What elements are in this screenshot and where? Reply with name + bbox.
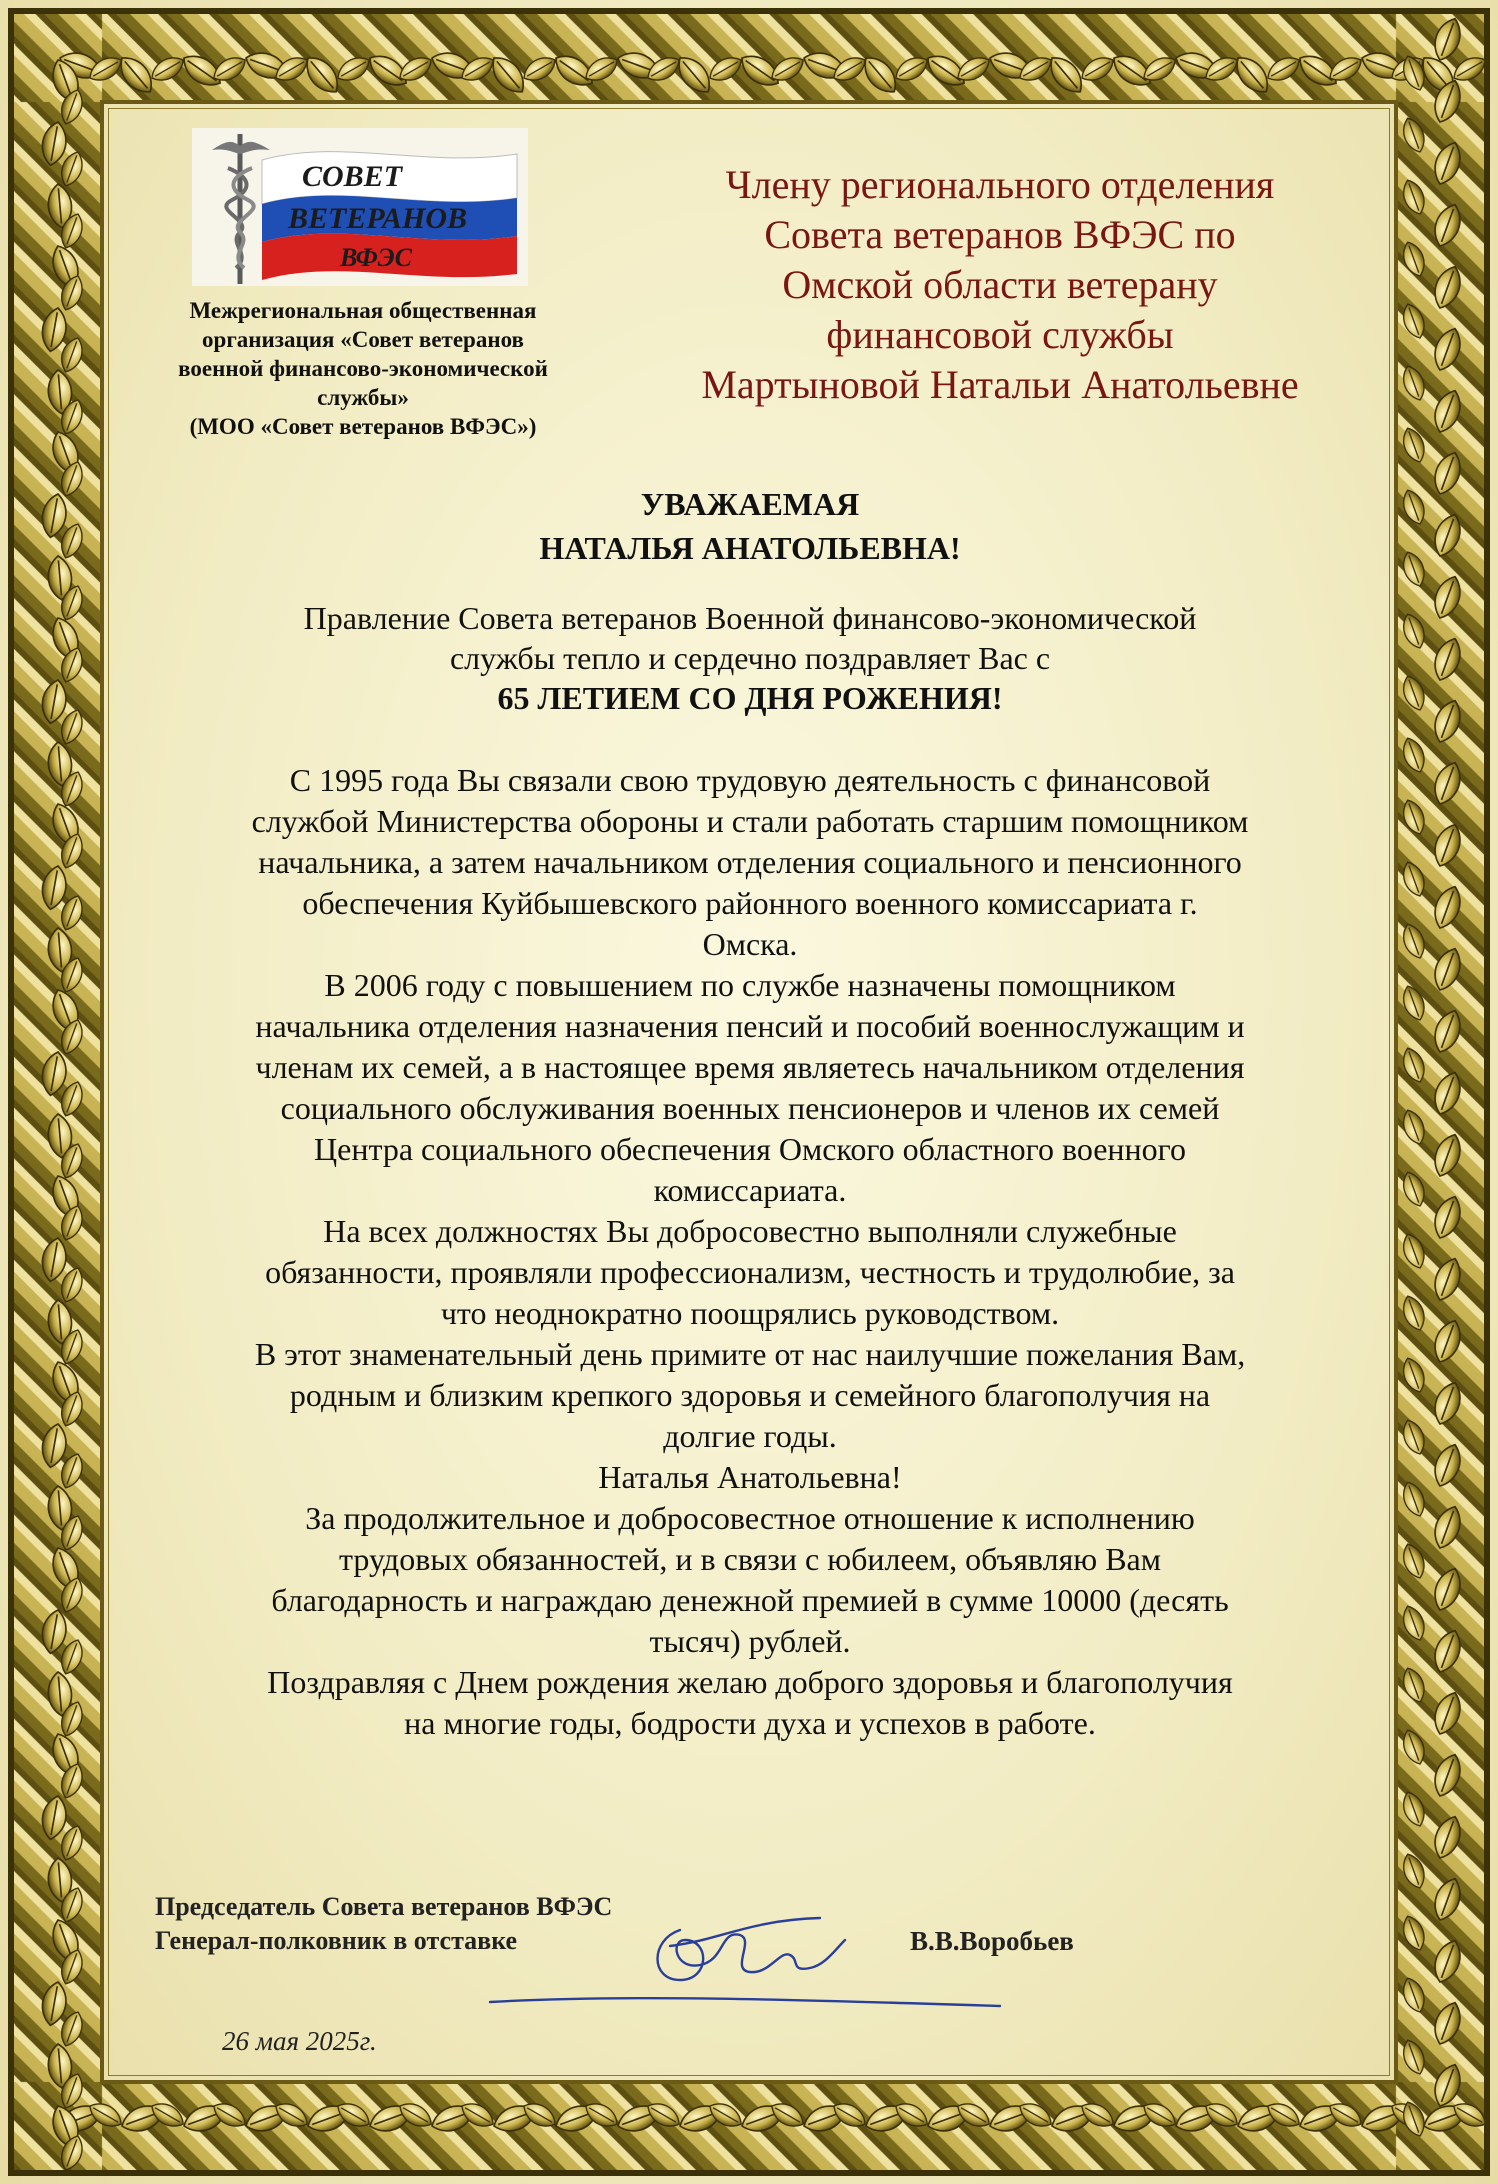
signer-title-2: Генерал-полковник в отставке — [155, 1926, 518, 1955]
anniversary-line: 65 ЛЕТИЕМ СО ДНЯ РОЖЕНИЯ! — [497, 680, 1003, 716]
recipient-line: Члену регионального отделения — [725, 162, 1275, 207]
body-line: родным и близким крепкого здоровья и семейного благополучия на — [289, 1377, 1211, 1413]
logo-text-line1: СОВЕТ — [302, 160, 403, 193]
recipient-line: финансовой службы — [826, 312, 1174, 357]
body-line: тысяч) рублей. — [649, 1623, 851, 1659]
document-date: 26 мая 2025г. — [222, 2026, 377, 2056]
body-line: обеспечения Куйбышевского районного военного комиссариата г. — [302, 885, 1198, 921]
body-line: В 2006 году с повышением по службе назначены помощником — [324, 967, 1176, 1003]
signer-name: В.В.Воробьев — [910, 1926, 1074, 1956]
recipient-line: Мартыновой Натальи Анатольевне — [701, 362, 1299, 407]
logo-text-line3: ВФЭС — [340, 243, 412, 272]
body-line: что неоднократно поощрялись руководством. — [440, 1295, 1060, 1331]
body-line: На всех должностях Вы добросовестно выполняли служебные — [323, 1213, 1177, 1249]
body-line: трудовых обязанностей, и в связи с юбилеем, объявляю Вам — [338, 1541, 1161, 1577]
recipient-block — [600, 160, 1400, 410]
handwritten-signature-icon — [480, 1910, 1010, 2020]
body-line: Поздравляя с Днем рождения желаю доброго здоровья и благополучия — [267, 1664, 1233, 1700]
organization-caption — [128, 296, 598, 441]
organization-line: организация «Совет ветеранов — [202, 327, 524, 352]
body-line: на многие годы, бодрости духа и успехов в работе. — [404, 1705, 1096, 1741]
body-line: обязанности, проявляли профессионализм, честность и трудолюбие, за — [265, 1254, 1235, 1290]
greeting-line2: НАТАЛЬЯ АНАТОЛЬЕВНА! — [539, 530, 961, 566]
intro-line1: Правление Совета ветеранов Военной финансово-экономической — [303, 600, 1197, 636]
body-line: В этот знаменательный день примите от нас наилучшие пожелания Вам, — [254, 1336, 1246, 1372]
signer-title-1: Председатель Совета ветеранов ВФЭС — [155, 1892, 613, 1921]
organization-line: Межрегиональная общественная — [189, 298, 537, 323]
body-line: Наталья Анатольевна! — [598, 1459, 902, 1495]
greeting-line1: УВАЖАЕМАЯ — [640, 486, 860, 522]
body-line: службой Министерства обороны и стали работать старшим помощником — [251, 803, 1249, 839]
body-line: За продолжительное и добросовестное отношение к исполнению — [305, 1500, 1195, 1536]
body-line: Омска. — [702, 926, 798, 962]
recipient-line: Омской области ветерану — [782, 262, 1218, 307]
body-line: комиссариата. — [653, 1172, 847, 1208]
greeting-heading — [150, 482, 1350, 570]
recipient-line: Совета ветеранов ВФЭС по — [764, 212, 1236, 257]
intro-line2: службы тепло и сердечно поздравляет Вас с — [449, 640, 1051, 676]
organization-line: (МОО «Совет ветеранов ВФЭС») — [189, 414, 537, 439]
body-line: социального обслуживания военных пенсионеров и членов их семей — [280, 1090, 1220, 1126]
organization-line: военной финансово-экономической — [178, 356, 548, 381]
body-line: Центра социального обеспечения Омского областного военного — [314, 1131, 1186, 1167]
body-line: благодарность и награждаю денежной премией в сумме 10000 (десять — [271, 1582, 1229, 1618]
body-line: начальника, а затем начальником отделения социального и пенсионного — [258, 844, 1242, 880]
body-line: членам их семей, а в настоящее время являетесь начальником отделения — [255, 1049, 1245, 1085]
sovet-veteranov-logo — [192, 128, 528, 286]
body-line: долгие годы. — [663, 1418, 837, 1454]
organization-line: службы» — [317, 385, 409, 410]
logo-text-line2: ВЕТЕРАНОВ — [288, 202, 468, 235]
body-text — [130, 760, 1370, 1744]
body-line: С 1995 года Вы связали свою трудовую деятельность с финансовой — [289, 762, 1211, 798]
body-line: начальника отделения назначения пенсий и пособий военнослужащим и — [255, 1008, 1245, 1044]
intro-paragraph — [150, 598, 1350, 718]
